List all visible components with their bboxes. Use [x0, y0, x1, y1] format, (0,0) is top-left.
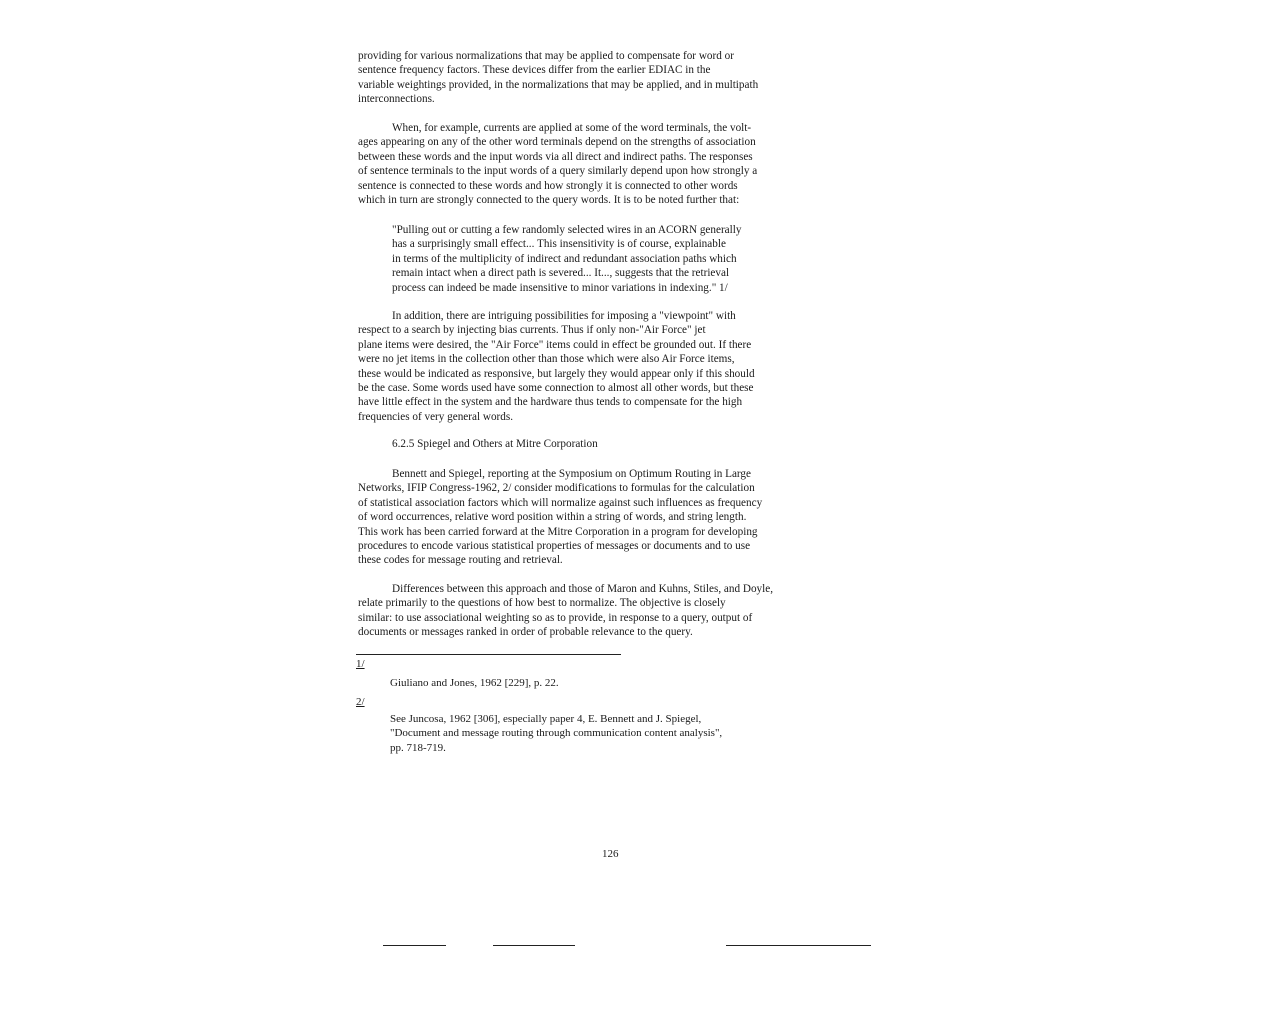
text-line: sentence is connected to these words and how strongly it is connected to other words	[358, 179, 738, 192]
quote-line: in terms of the multiplicity of indirect and redundant association paths which	[392, 252, 737, 265]
text-line: This work has been carried forward at the Mitre Corporation in a program for developing	[358, 525, 758, 538]
footnote-line: "Document and message routing through communication content analysis",	[390, 727, 723, 740]
section-heading: 6.2.5 Spiegel and Others at Mitre Corporation	[392, 438, 598, 450]
footnote-line: Giuliano and Jones, 1962 [229], p. 22.	[390, 677, 559, 689]
scan-artifact-line	[726, 945, 871, 946]
text-line: Bennett and Spiegel, reporting at the Symposium on Optimum Routing in Large	[392, 468, 751, 480]
text-line: relate primarily to the questions of how best to normalize. The objective is closely	[358, 597, 726, 610]
text-line: of sentence terminals to the input words of a query similarly depend upon how strongly a	[358, 165, 758, 178]
footnote-mark-1: 1/	[356, 658, 365, 670]
text-line: these codes for message routing and retrieval.	[358, 554, 563, 567]
text-line: respect to a search by injecting bias currents. Thus if only non-"Air Force" jet	[358, 324, 706, 337]
paragraph-intro	[358, 49, 758, 107]
quote-line: "Pulling out or cutting a few randomly selected wires in an ACORN generally	[392, 224, 742, 236]
text-line: ages appearing on any of the other word terminals depend on the strengths of association	[358, 136, 756, 149]
footnote-divider	[356, 654, 621, 655]
text-line: these would be indicated as responsive, but largely they would appear only if this should	[358, 367, 755, 380]
paragraph-differences	[358, 582, 773, 640]
paragraph-bias-currents	[358, 309, 755, 424]
text-line: Differences between this approach and those of Maron and Kuhns, Stiles, and Doyle,	[392, 583, 773, 595]
text-line: interconnections.	[358, 93, 435, 106]
text-line: sentence frequency factors. These devices differ from the earlier EDIAC in the	[358, 64, 711, 77]
footnote-mark-2: 2/	[356, 696, 365, 708]
footnote-line: pp. 718-719.	[390, 741, 446, 754]
page-number: 126	[602, 848, 619, 860]
text-line: of statistical association factors which will normalize against such influences as frequency	[358, 496, 763, 509]
text-line: procedures to encode various statistical properties of messages or documents and to use	[358, 539, 751, 552]
text-line: of word occurrences, relative word position within a string of words, and string length.	[358, 511, 747, 524]
quote-line: has a surprisingly small effect... This insensitivity is of course, explainable	[392, 238, 726, 251]
text-line: documents or messages ranked in order of probable relevance to the query.	[358, 626, 693, 639]
text-line: which in turn are strongly connected to the query words. It is to be noted further that:	[358, 193, 740, 206]
footnote-line: See Juncosa, 1962 [306], especially paper 4, E. Bennett and J. Spiegel,	[390, 713, 702, 725]
text-line: In addition, there are intriguing possibilities for imposing a "viewpoint" with	[392, 310, 736, 322]
scan-artifact-line	[493, 945, 575, 946]
scan-artifact-line	[383, 945, 446, 946]
paragraph-bennett-spiegel	[358, 467, 762, 568]
paragraph-currents	[358, 121, 757, 207]
text-line: Networks, IFIP Congress-1962, 2/ consider modifications to formulas for the calculation	[358, 482, 755, 495]
text-line: similar: to use associational weighting so as to provide, in response to a query, output of	[358, 611, 753, 624]
text-line: providing for various normalizations that may be applied to compensate for word or	[358, 50, 734, 62]
text-line: be the case. Some words used have some connection to almost all other words, but these	[358, 381, 754, 394]
text-line: have little effect in the system and the hardware thus tends to compensate for the high	[358, 396, 743, 409]
footnote-2	[390, 712, 722, 755]
text-line: variable weightings provided, in the normalizations that may be applied, and in multipath	[358, 78, 759, 91]
block-quote	[392, 223, 741, 295]
text-line: were no jet items in the collection other than those which were also Air Force items,	[358, 353, 735, 366]
footnote-1	[390, 676, 559, 690]
text-line: between these words and the input words via all direct and indirect paths. The responses	[358, 150, 753, 163]
quote-line: remain intact when a direct path is severed... It..., suggests that the retrieval	[392, 267, 730, 280]
text-line: When, for example, currents are applied at some of the word terminals, the volt-	[392, 122, 752, 134]
text-line: plane items were desired, the "Air Force" items could in effect be grounded out. If there	[358, 338, 752, 351]
text-line: frequencies of very general words.	[358, 410, 514, 423]
quote-line: process can indeed be made insensitive to minor variations in indexing." 1/	[392, 281, 728, 294]
